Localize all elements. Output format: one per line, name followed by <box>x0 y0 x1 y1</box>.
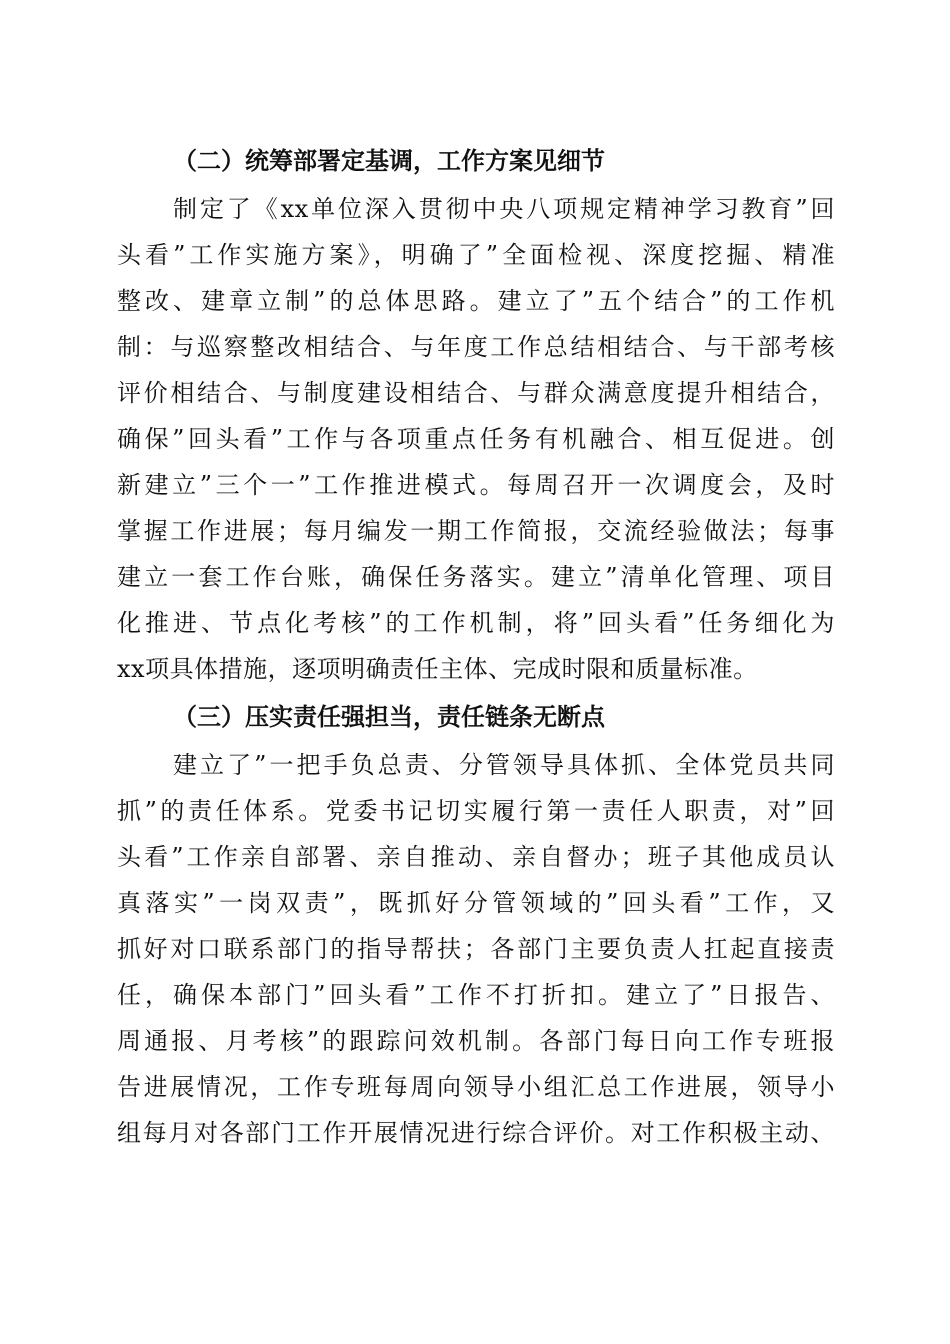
section-heading-3: （三）压实责任强担当，责任链条无断点 <box>173 703 605 731</box>
paragraph-line: 建立一套工作台账，确保任务落实。建立”清单化管理、项目 <box>117 563 835 591</box>
paragraph-line: 评价相结合、与制度建设相结合、与群众满意度提升相结合， <box>117 379 835 407</box>
paragraph-line: 确保”回头看”工作与各项重点任务有机融合、相互促进。创 <box>117 425 835 453</box>
paragraph-line: 建立了”一把手负总责、分管领导具体抓、全体党员共同 <box>173 751 835 779</box>
document-body <box>117 138 835 1156</box>
paragraph-line: 任，确保本部门”回头看”工作不打折扣。建立了”日报告、 <box>117 981 835 1009</box>
paragraph-line: 新建立”三个一”工作推进模式。每周召开一次调度会，及时 <box>117 471 835 499</box>
paragraph-line: 制定了《xx单位深入贯彻中央八项规定精神学习教育”回 <box>173 195 835 223</box>
section-2-paragraph <box>117 186 835 692</box>
paragraph-line: 制：与巡察整改相结合、与年度工作总结相结合、与干部考核 <box>117 333 835 361</box>
paragraph-line: 抓”的责任体系。党委书记切实履行第一责任人职责，对”回 <box>117 797 835 825</box>
section-heading-2: （二）统筹部署定基调，工作方案见细节 <box>173 147 605 175</box>
paragraph-line: 头看”工作实施方案》，明确了”全面检视、深度挖掘、精准 <box>117 241 835 269</box>
paragraph-line: xx项具体措施，逐项明确责任主体、完成时限和质量标准。 <box>117 655 758 683</box>
paragraph-line: 掌握工作进展；每月编发一期工作简报，交流经验做法；每事 <box>117 517 835 545</box>
paragraph-line: 头看”工作亲自部署、亲自推动、亲自督办；班子其他成员认 <box>117 843 835 871</box>
paragraph-line: 抓好对口联系部门的指导帮扶；各部门主要负责人扛起直接责 <box>117 935 835 963</box>
section-3-paragraph <box>117 742 835 1156</box>
paragraph-line: 整改、建章立制”的总体思路。建立了”五个结合”的工作机 <box>117 287 835 315</box>
paragraph-line: 化推进、节点化考核”的工作机制，将”回头看”任务细化为 <box>117 609 835 637</box>
paragraph-line: 告进展情况，工作专班每周向领导小组汇总工作进展，领导小 <box>117 1073 835 1101</box>
paragraph-line: 周通报、月考核”的跟踪问效机制。各部门每日向工作专班报 <box>117 1027 835 1055</box>
paragraph-line: 真落实”一岗双责”，既抓好分管领域的”回头看”工作，又 <box>117 889 835 917</box>
paragraph-line: 组每月对各部门工作开展情况进行综合评价。对工作积极主动、 <box>117 1119 835 1147</box>
